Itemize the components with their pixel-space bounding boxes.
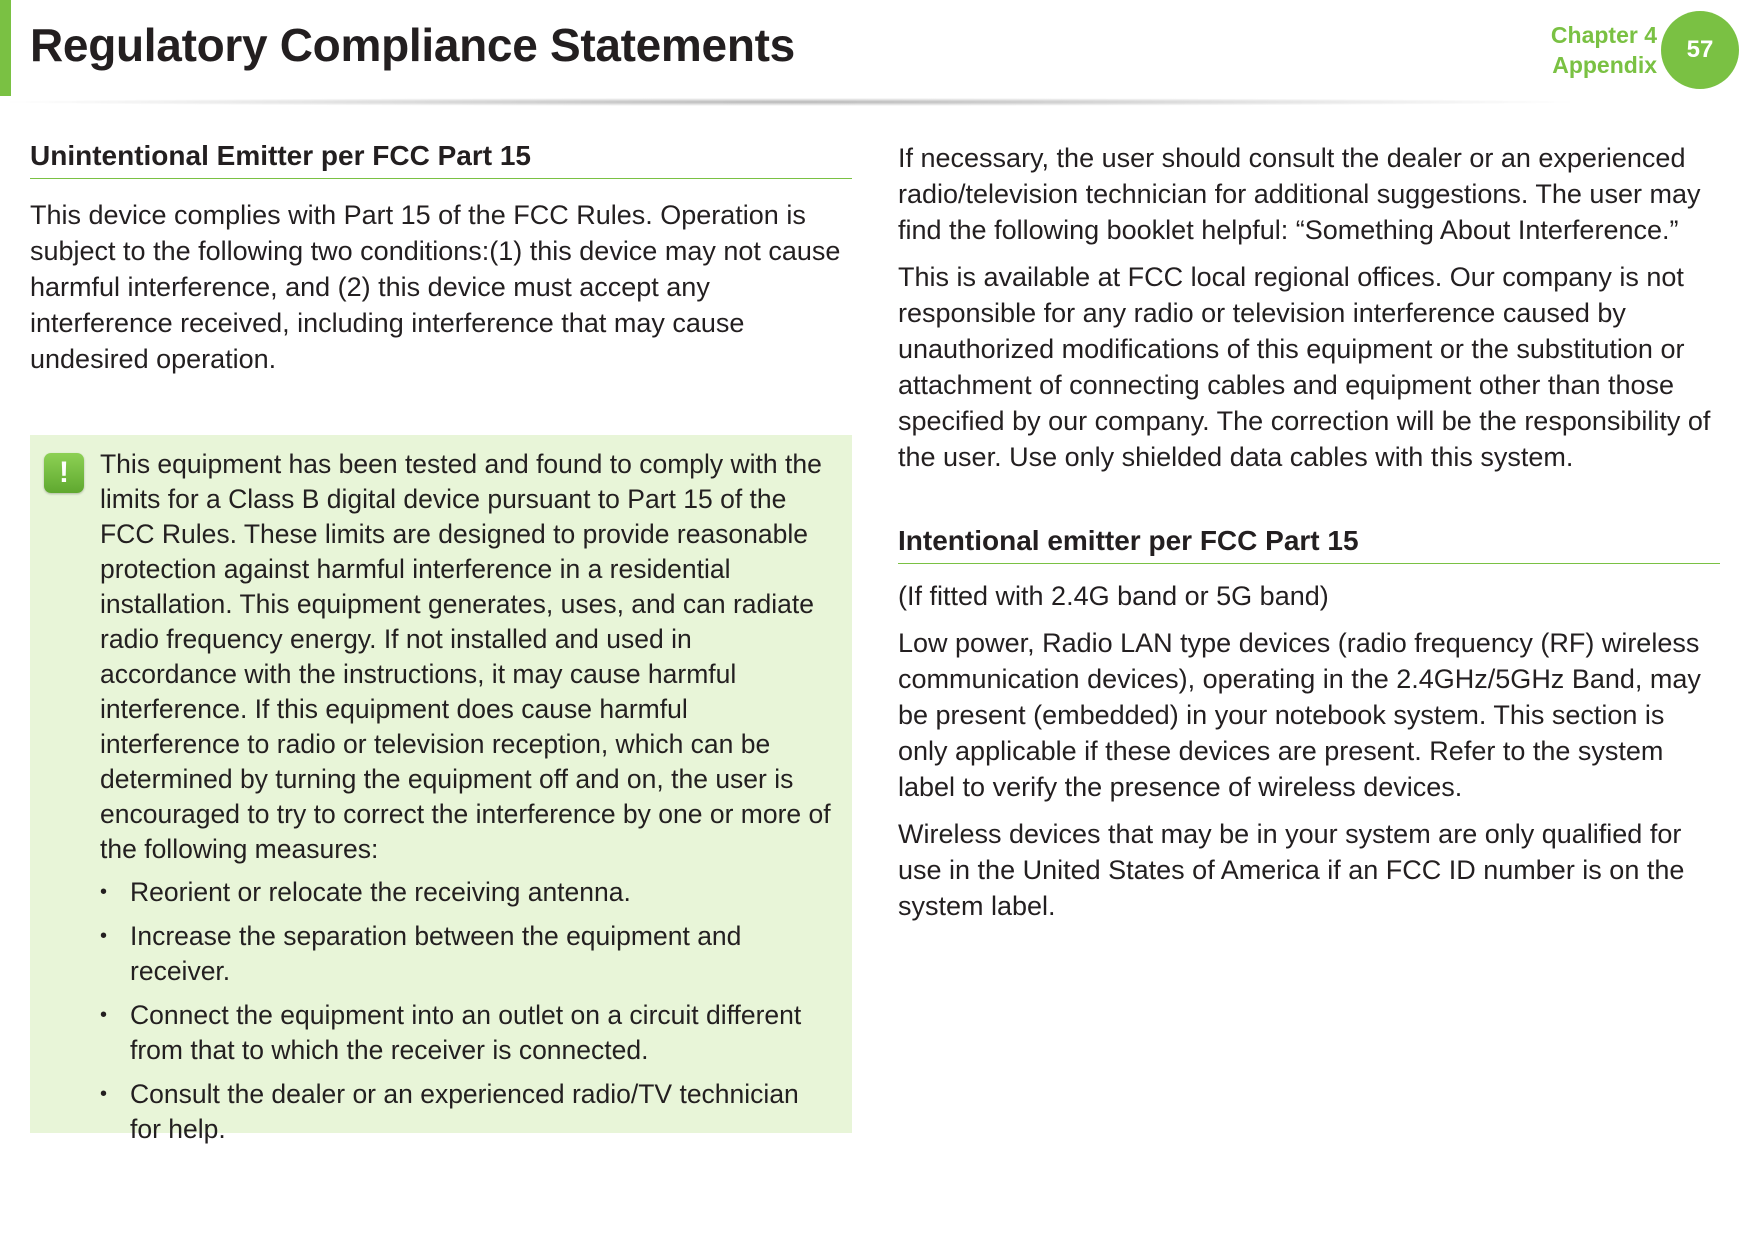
list-item-text: Reorient or relocate the receiving antenna.	[130, 877, 631, 907]
list-item	[100, 998, 834, 1068]
radio-lan-paragraph: Low power, Radio LAN type devices (radio frequency (RF) wireless communication devices), operating in the 2.4GHz/5GHz Band, may be present (embedded) in your notebook system. This section is only applicable if these devices are present. Refer to the system label to verify the presence of wireless devices.	[898, 628, 1701, 802]
measures-list	[100, 875, 834, 1147]
exclamation-icon: !	[44, 453, 84, 493]
caution-note-text: This equipment has been tested and found to comply with the limits for a Class B digital device pursuant to Part 15 of the FCC Rules. These limits are designed to provide reasonable protection against harmful interference in a residential installation. This equipment generates, uses, and can radiate radio frequency energy. If not installed and used in accordance with the instructions, it may cause harmful interference. If this equipment does cause harmful interference to radio or television reception, which can be determined by turning the equipment off and on, the user is encouraged to try to correct the interference by one or more of the following measures:	[100, 449, 831, 864]
list-item	[100, 1077, 834, 1147]
header-accent-bar	[0, 0, 11, 96]
unintentional-emitter-heading: Unintentional Emitter per FCC Part 15	[30, 140, 852, 179]
bullet-icon: •	[100, 1083, 108, 1105]
unintentional-emitter-intro: This device complies with Part 15 of the FCC Rules. Operation is subject to the following two conditions:(1) this device may not cause harmful interference, and (2) this device must accept any interference received, including interference that may cause undesired operation.	[30, 200, 841, 374]
list-item	[100, 919, 834, 989]
chapter-label	[1551, 20, 1657, 80]
left-column	[30, 140, 852, 1144]
caution-note	[30, 435, 852, 1144]
header-divider	[10, 98, 1570, 106]
chapter-name: Appendix	[1552, 52, 1657, 78]
list-item	[100, 875, 834, 910]
page-number-badge: 57	[1661, 11, 1739, 89]
bullet-icon: •	[100, 881, 108, 903]
responsibility-paragraph: This is available at FCC local regional offices. Our company is not responsible for any radio or television interference caused by unauthorized modifications of this equipment or the substitution or attachment of connecting cables and equipment other than those specified by our company. The correction will be the responsibility of the user. Use only shielded data cables with this system.	[898, 262, 1711, 472]
bullet-icon: •	[100, 1004, 108, 1026]
bullet-icon: •	[100, 925, 108, 947]
page-title: Regulatory Compliance Statements	[30, 19, 795, 71]
right-column	[898, 140, 1720, 924]
list-item-text: Consult the dealer or an experienced radio/TV technician for help.	[130, 1079, 799, 1144]
intentional-emitter-heading: Intentional emitter per FCC Part 15	[898, 525, 1720, 564]
chapter-number: Chapter 4	[1550, 22, 1657, 48]
list-item-text: Connect the equipment into an outlet on a circuit different from that to which the receiver is connected.	[130, 1000, 802, 1065]
list-item-text: Increase the separation between the equipment and receiver.	[130, 921, 742, 986]
band-note: (If fitted with 2.4G band or 5G band)	[898, 581, 1329, 611]
consult-dealer-paragraph: If necessary, the user should consult the dealer or an experienced radio/television technician for additional suggestions. The user may find the following booklet helpful: “Something About Interference.”	[898, 143, 1701, 245]
fcc-id-paragraph: Wireless devices that may be in your system are only qualified for use in the United States of America if an FCC ID number is on the system label.	[898, 819, 1685, 921]
